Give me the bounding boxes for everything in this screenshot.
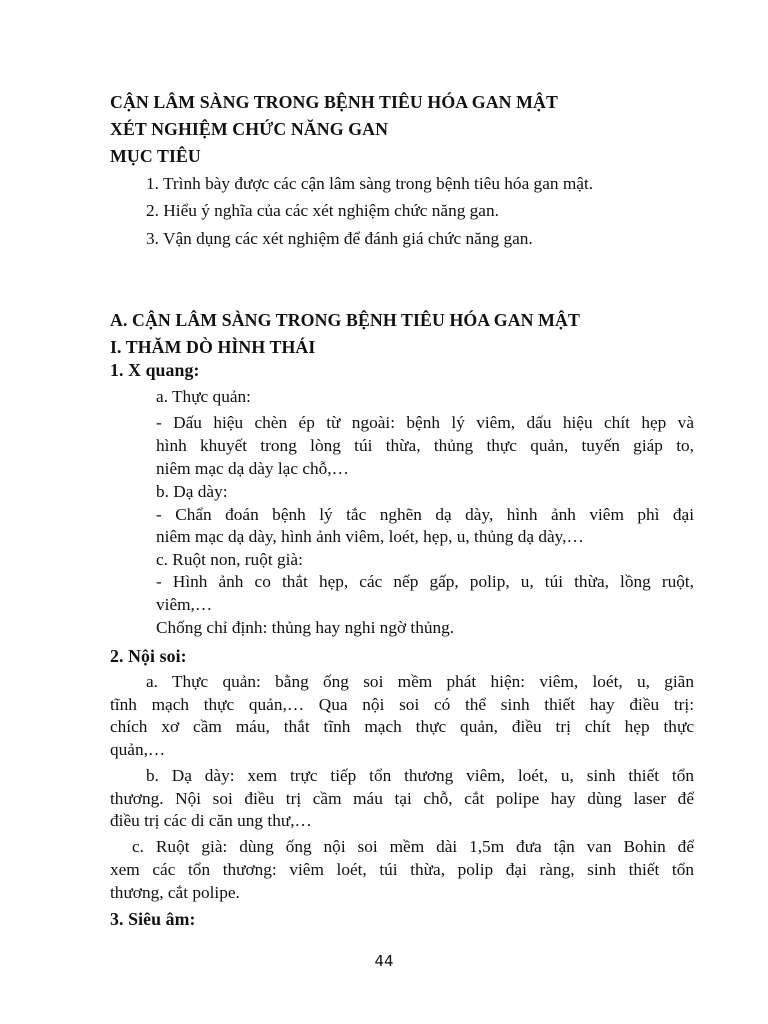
paragraph-line: niêm mạc dạ dày, hình ảnh viêm, loét, hẹp, u, thủng dạ dày,…	[156, 527, 584, 546]
paragraph-line: - Hình ảnh co thắt hẹp, các nếp gấp, polip, u, túi thừa, lồng ruột,	[156, 572, 694, 591]
paragraph-line: xem các tổn thương: viêm loét, túi thừa, polip đại ràng, sinh thiết tổn	[110, 860, 694, 879]
section-i-heading: I. THĂM DÒ HÌNH THÁI	[110, 337, 316, 357]
paragraph-line: b. Dạ dày:	[156, 482, 228, 501]
paragraph-line: viêm,…	[156, 595, 213, 614]
ultrasound-heading: 3. Siêu âm:	[110, 909, 196, 929]
page-number: 44	[374, 952, 394, 970]
paragraph-line: thương, cắt polipe.	[110, 883, 240, 902]
document-subtitle: XÉT NGHIỆM CHỨC NĂNG GAN	[110, 119, 389, 139]
paragraph-line: Chống chỉ định: thủng hay nghi ngờ thủng.	[156, 618, 455, 637]
paragraph-line: niêm mạc dạ dày lạc chỗ,…	[156, 459, 349, 478]
paragraph-line: c. Ruột già: dùng ống nội soi mềm dài 1,5m đưa tận van Bohin để	[132, 837, 694, 856]
objective-item: 1. Trình bày được các cận lâm sàng trong bệnh tiêu hóa gan mật.	[146, 174, 594, 193]
paragraph-line: điều trị các di căn ung thư,…	[110, 811, 312, 830]
xray-heading: 1. X quang:	[110, 360, 200, 380]
objective-item: 3. Vận dụng các xét nghiệm để đánh giá chức năng gan.	[146, 229, 533, 248]
paragraph-line: a. Thực quản: bằng ống soi mềm phát hiện: viêm, loét, u, giãn	[146, 672, 694, 691]
paragraph-line: - Chẩn đoán bệnh lý tắc nghẽn dạ dày, hình ảnh viêm phì đại	[156, 505, 694, 524]
paragraph-line: thương. Nội soi điều trị cầm máu tại chỗ, cắt polipe hay dùng laser để	[110, 789, 694, 808]
paragraph-line: - Dấu hiệu chèn ép từ ngoài: bệnh lý viêm, dấu hiệu chít hẹp và	[156, 413, 694, 432]
paragraph-line: quản,…	[110, 740, 166, 759]
paragraph-line: tĩnh mạch thực quản,… Qua nội soi có thể sinh thiết hay điều trị:	[110, 695, 694, 714]
paragraph-line: chích xơ cầm máu, thắt tĩnh mạch thực quản, điều trị chít hẹp thực	[110, 717, 694, 736]
endoscopy-heading: 2. Nội soi:	[110, 646, 187, 666]
paragraph-line: b. Dạ dày: xem trực tiếp tổn thương viêm, loét, u, sinh thiết tổn	[146, 766, 694, 785]
paragraph-line: a. Thực quản:	[156, 387, 251, 406]
paragraph-line: c. Ruột non, ruột già:	[156, 550, 303, 569]
document-title: CẬN LÂM SÀNG TRONG BỆNH TIÊU HÓA GAN MẬT	[110, 92, 558, 112]
objectives-heading: MỤC TIÊU	[110, 146, 201, 166]
objective-item: 2. Hiểu ý nghĩa của các xét nghiệm chức năng gan.	[146, 201, 499, 220]
section-a-heading: A. CẬN LÂM SÀNG TRONG BỆNH TIÊU HÓA GAN MẬT	[110, 310, 580, 330]
paragraph-line: hình khuyết trong lòng túi thừa, thủng thực quản, tuyến giáp to,	[156, 436, 694, 455]
